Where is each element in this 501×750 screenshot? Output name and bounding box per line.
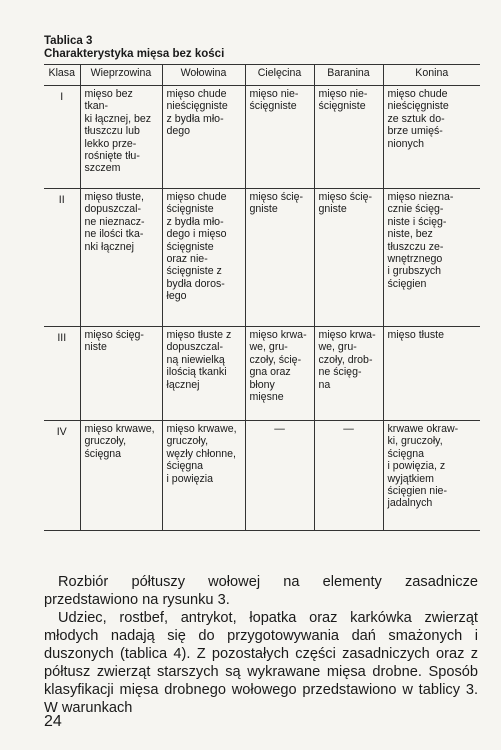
- cell-cielecina: —: [245, 421, 314, 531]
- header-klasa: Klasa: [44, 65, 80, 86]
- cell-wieprzowina: mięso tłuste, dopuszczal- ne nieznacz- ne ilości tka- nki łącznej: [80, 189, 162, 327]
- table-title: Charakterystyka mięsa bez kości: [44, 48, 225, 60]
- cell-baranina: —: [314, 421, 383, 531]
- cell-cielecina: mięso ścię- gniste: [245, 189, 314, 327]
- cell-baranina: mięso krwa- we, gru- czoły, drob- ne ścięg- na: [314, 327, 383, 421]
- header-baranina: Baranina: [314, 65, 383, 86]
- meat-classification-table: [44, 64, 480, 531]
- table-caption: [44, 35, 224, 61]
- table-row: [44, 86, 480, 189]
- cell-klasa: III: [44, 327, 80, 421]
- cell-konina: krwawe okraw- ki, gruczoły, ścięgna i powięzia, z wyjątkiem ścięgien nie- jadalnych: [383, 421, 480, 531]
- header-wieprzowina: Wieprzowina: [80, 65, 162, 86]
- cell-baranina: mięso nie- ścięgniste: [314, 86, 383, 189]
- body-text: [44, 573, 478, 717]
- cell-wolowina: mięso chude nieścięgniste z bydła mło- dego: [162, 86, 245, 189]
- table-row: [44, 327, 480, 421]
- cell-wieprzowina: mięso krwawe, gruczoły, ścięgna: [80, 421, 162, 531]
- table-number: Tablica 3: [44, 35, 93, 47]
- header-konina: Konina: [383, 65, 480, 86]
- cell-konina: mięso tłuste: [383, 327, 480, 421]
- cell-wolowina: mięso chude ścięgniste z bydła mło- dego i mięso ścięgniste oraz nie- ścięgniste z bydła doros- łego: [162, 189, 245, 327]
- paragraph: Rozbiór półtuszy wołowej na elementy zasadnicze przedstawiono na rysunku 3.: [44, 574, 478, 608]
- cell-cielecina: mięso nie- ścięgniste: [245, 86, 314, 189]
- table-header-row: [44, 65, 480, 86]
- cell-klasa: I: [44, 86, 80, 189]
- cell-klasa: II: [44, 189, 80, 327]
- cell-wieprzowina: mięso bez tkan- ki łącznej, bez tłuszczu lub lekko prze- rośnięte tłu- szczem: [80, 86, 162, 189]
- page-number: 24: [44, 713, 62, 730]
- header-cielecina: Cielęcina: [245, 65, 314, 86]
- cell-cielecina: mięso krwa- we, gru- czoły, ścię- gna oraz błony mięsne: [245, 327, 314, 421]
- header-wolowina: Wołowina: [162, 65, 245, 86]
- cell-baranina: mięso ścię- gniste: [314, 189, 383, 327]
- cell-wolowina: mięso tłuste z dopuszczal- ną niewielką ilością tkanki łącznej: [162, 327, 245, 421]
- table-row: [44, 189, 480, 327]
- cell-konina: mięso niezna- cznie ścięg- niste i ścięg- niste, bez tłuszczu ze- wnętrznego i grubszych ścięgien: [383, 189, 480, 327]
- paragraph: Udziec, rostbef, antrykot, łopatka oraz karkówka zwierząt młodych nadają się do przygotowywania dań smażonych i duszonych (tablica 4). Z pozostałych części zasadniczych oraz z półtusz zwierząt starszych są wykrawane mięsa drobne. Sposób klasyfikacji mięsa drobnego wołowego przedstawiono w tablicy 3. W warunkach: [44, 610, 478, 716]
- cell-wolowina: mięso krwawe, gruczoły, węzły chłonne, ścięgna i powięzia: [162, 421, 245, 531]
- cell-klasa: IV: [44, 421, 80, 531]
- cell-wieprzowina: mięso ścięg- niste: [80, 327, 162, 421]
- table-row: [44, 421, 480, 531]
- cell-konina: mięso chude nieścięgniste ze sztuk do- brze umięś- nionych: [383, 86, 480, 189]
